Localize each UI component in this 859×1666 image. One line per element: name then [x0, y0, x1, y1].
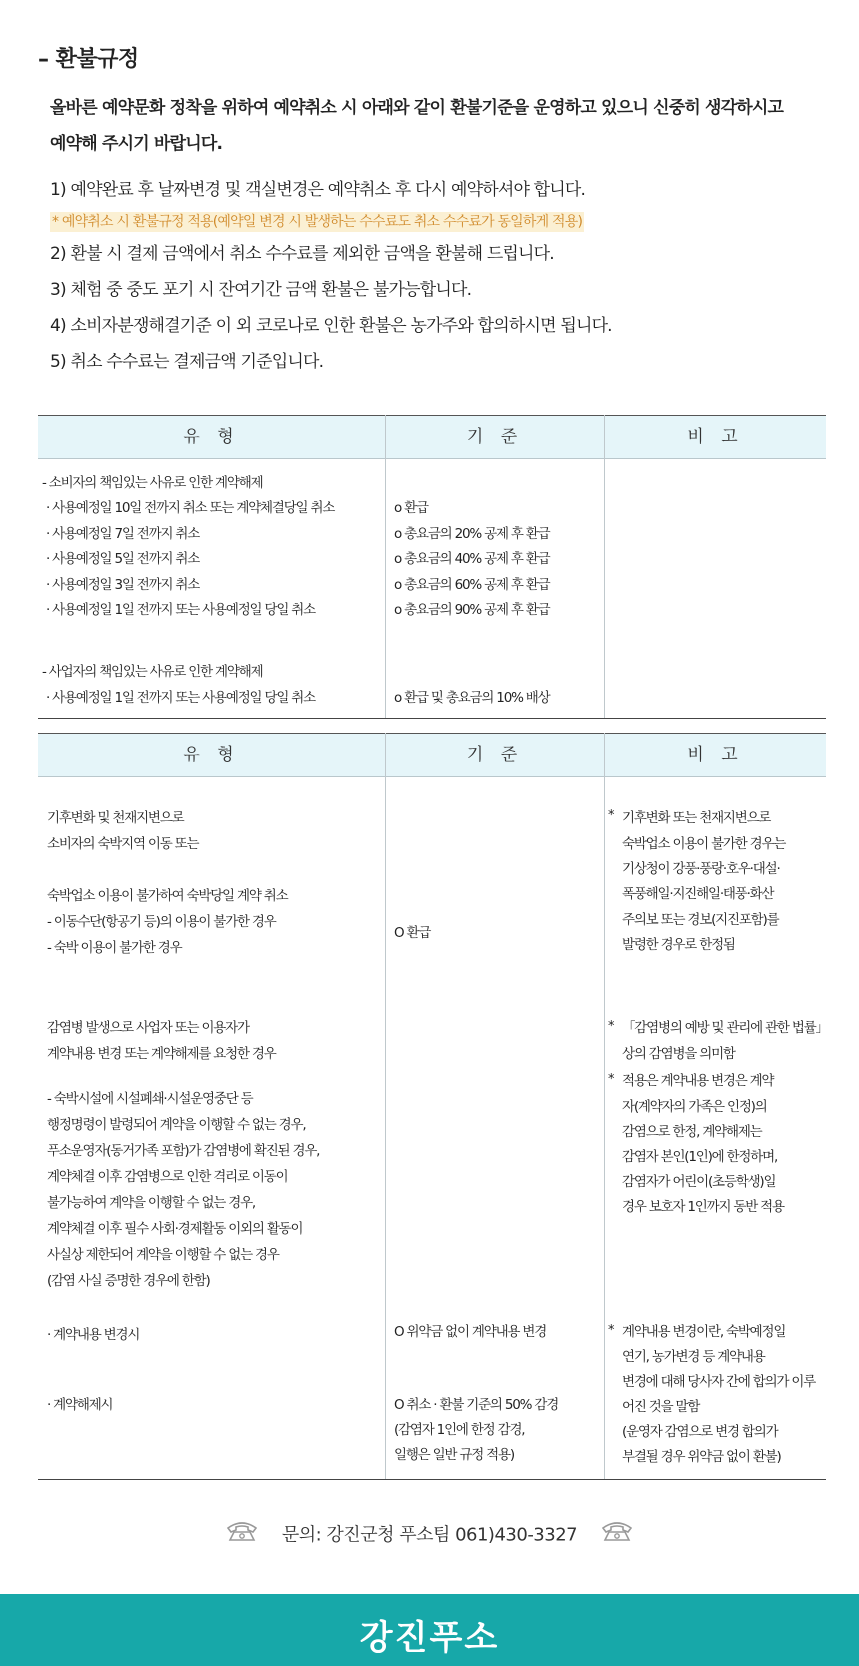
column-divider — [604, 733, 605, 1479]
column-divider — [385, 733, 386, 1479]
intro-line-1: 올바른 예약문화 정착을 위하여 예약취소 시 아래와 같이 환불기준을 운영하고 있으니 신중히 생각하시고 — [50, 98, 784, 118]
telephone-icon — [225, 1520, 259, 1547]
contact-line — [0, 1520, 859, 1547]
climate-standard: O 환급 — [394, 925, 431, 941]
cancel-standard: (감염자 1인에 한정 감경, — [394, 1422, 525, 1438]
epidemic-type-line: (감염 사실 증명한 경우에 한함) — [47, 1273, 210, 1289]
page-title: – 환불규정 — [38, 47, 139, 72]
change-type: · 계약내용 변경시 — [47, 1327, 140, 1343]
consumer-standard: o 환급 — [394, 500, 428, 516]
epidemic-note-line: 자(계약자의 가족은 인정)의 — [622, 1099, 767, 1115]
consumer-row: · 사용예정일 3일 전까지 취소 — [46, 577, 200, 593]
climate-note-line: 숙박업소 이용이 불가한 경우는 — [622, 836, 786, 852]
table-1-bottom-line — [38, 718, 826, 719]
consumer-standard: o 총요금의 90% 공제 후 환급 — [394, 602, 550, 618]
rules-list — [50, 172, 830, 380]
refund-table-1 — [38, 415, 826, 719]
climate-note-line: 기후변화 또는 천재지변으로 — [622, 810, 771, 826]
consumer-standard: o 총요금의 20% 공제 후 환급 — [394, 526, 550, 542]
epidemic-note-line: 감염자가 어린이(초등학생)일 — [622, 1174, 776, 1190]
refund-table-2 — [38, 733, 826, 1480]
column-divider — [385, 415, 386, 718]
note-star: * — [608, 1323, 615, 1338]
table-2-header — [38, 733, 826, 777]
table-2-bottom-line — [38, 1479, 826, 1480]
change-note-line: 연기, 농가변경 등 계약내용 — [622, 1349, 765, 1365]
cancel-standard: O 취소 · 환불 기준의 50% 감경 — [394, 1397, 559, 1413]
intro-text — [50, 90, 840, 162]
epidemic-note-line: 「감염병의 예방 및 관리에 관한 법률」 — [622, 1020, 828, 1036]
epidemic-type-line: 계약체결 이후 감염병으로 인한 격리로 이동이 — [47, 1169, 288, 1185]
brand-logo: 강진푸소 — [359, 1618, 500, 1658]
climate-note-line: 폭풍해일·지진해일·태풍·화산 — [622, 886, 774, 902]
rule-5: 5) 취소 수수료는 결제금액 기준입니다. — [50, 352, 324, 372]
climate-type-line: - 이동수단(항공기 등)의 이용이 불가한 경우 — [47, 914, 276, 930]
business-standard: o 환급 및 총요금의 10% 배상 — [394, 690, 550, 706]
rule-4: 4) 소비자분쟁해결기준 이 외 코로나로 인한 환불은 농가주와 합의하시면 됩니다. — [50, 316, 612, 336]
header-standard: 기 준 — [466, 427, 524, 447]
note-star: * — [608, 1072, 615, 1087]
climate-note-line: 발령한 경우로 한정됨 — [622, 937, 735, 953]
column-divider — [604, 415, 605, 718]
cancel-standard: 일행은 일반 규정 적용) — [394, 1447, 514, 1463]
epidemic-type-line: 감염병 발생으로 사업자 또는 이용자가 — [47, 1020, 249, 1036]
note-star: * — [608, 1019, 615, 1034]
consumer-row: · 사용예정일 1일 전까지 또는 사용예정일 당일 취소 — [46, 602, 315, 618]
climate-type-line: 숙박업소 이용이 불가하여 숙박당일 계약 취소 — [47, 888, 288, 904]
epidemic-note-line: 적용은 계약내용 변경은 계약 — [622, 1073, 774, 1089]
rule-2: 2) 환불 시 결제 금액에서 취소 수수료를 제외한 금액을 환불해 드립니다. — [50, 244, 554, 264]
epidemic-note-line: 상의 감염병을 의미함 — [622, 1046, 735, 1062]
epidemic-note-line: 경우 보호자 1인까지 동반 적용 — [622, 1199, 784, 1215]
change-note-line: 계약내용 변경이란, 숙박예정일 — [622, 1324, 786, 1340]
rule-note-text: * 예약취소 시 환불규정 적용(예약일 변경 시 발생하는 수수료도 취소 수수료가 동일하게 적용) — [52, 214, 583, 230]
contact-text: 문의: 강진군청 푸소팀 061)430-3327 — [281, 1524, 578, 1546]
change-note-line: 어진 것을 말함 — [622, 1399, 700, 1415]
climate-type-line: 기후변화 및 천재지변으로 — [47, 810, 184, 826]
business-row: · 사용예정일 1일 전까지 또는 사용예정일 당일 취소 — [46, 690, 315, 706]
climate-note-line: 주의보 또는 경보(지진포함)를 — [622, 912, 779, 928]
header-standard: 기 준 — [466, 745, 524, 765]
epidemic-note-line: 감염자 본인(1인)에 한정하며, — [622, 1149, 778, 1165]
change-standard: O 위약금 없이 계약내용 변경 — [394, 1324, 547, 1340]
rule-note — [50, 208, 830, 236]
header-type: 유 형 — [183, 745, 240, 765]
epidemic-type-line: 사실상 제한되어 계약을 이행할 수 없는 경우 — [47, 1247, 279, 1263]
epidemic-type-line: 행정명령이 발령되어 계약을 이행할 수 없는 경우, — [47, 1117, 306, 1133]
consumer-row: · 사용예정일 5일 전까지 취소 — [46, 551, 200, 567]
consumer-row: · 사용예정일 7일 전까지 취소 — [46, 526, 200, 542]
change-note-line: 변경에 대해 당사자 간에 합의가 이루 — [622, 1374, 816, 1390]
header-note: 비 고 — [687, 427, 744, 447]
change-note-line: 부결될 경우 위약금 없이 환불) — [622, 1449, 781, 1465]
footer-banner — [0, 1594, 859, 1666]
table-1-header — [38, 415, 826, 459]
epidemic-type-line: 불가능하여 계약을 이행할 수 없는 경우, — [47, 1195, 256, 1211]
change-note-line: (운영자 감염으로 변경 합의가 — [622, 1424, 778, 1440]
consumer-row: · 사용예정일 10일 전까지 취소 또는 계약체결당일 취소 — [46, 500, 335, 516]
epidemic-type-line: 계약내용 변경 또는 계약해제를 요청한 경우 — [47, 1046, 276, 1062]
note-star: * — [608, 808, 615, 823]
epidemic-type-line: 푸소운영자(동거가족 포함)가 감염병에 확진된 경우, — [47, 1143, 320, 1159]
business-title: - 사업자의 책임있는 사유로 인한 계약해제 — [42, 664, 263, 680]
consumer-title: - 소비자의 책임있는 사유로 인한 계약해제 — [42, 475, 263, 491]
cancel-type: · 계약해제시 — [47, 1397, 113, 1413]
rule-3: 3) 체험 중 중도 포기 시 잔여기간 금액 환불은 불가능합니다. — [50, 280, 472, 300]
consumer-standard: o 총요금의 40% 공제 후 환급 — [394, 551, 550, 567]
epidemic-type-line: 계약체결 이후 필수 사회·경제활동 이외의 활동이 — [47, 1221, 303, 1237]
epidemic-note-line: 감염으로 한정, 계약해제는 — [622, 1124, 762, 1140]
header-note: 비 고 — [687, 745, 744, 765]
consumer-standard: o 총요금의 60% 공제 후 환급 — [394, 577, 550, 593]
intro-line-2: 예약해 주시기 바랍니다. — [50, 134, 223, 154]
climate-type-line: - 숙박 이용이 불가한 경우 — [47, 940, 182, 956]
climate-note-line: 기상청이 강풍·풍랑·호우·대설· — [622, 861, 780, 877]
epidemic-type-line: - 숙박시설에 시설폐쇄·시설운영중단 등 — [47, 1091, 253, 1107]
rule-1: 1) 예약완료 후 날짜변경 및 객실변경은 예약취소 후 다시 예약하셔야 합니다. — [50, 180, 586, 200]
telephone-icon — [600, 1520, 634, 1547]
header-type: 유 형 — [183, 427, 240, 447]
climate-type-line: 소비자의 숙박지역 이동 또는 — [47, 836, 199, 852]
